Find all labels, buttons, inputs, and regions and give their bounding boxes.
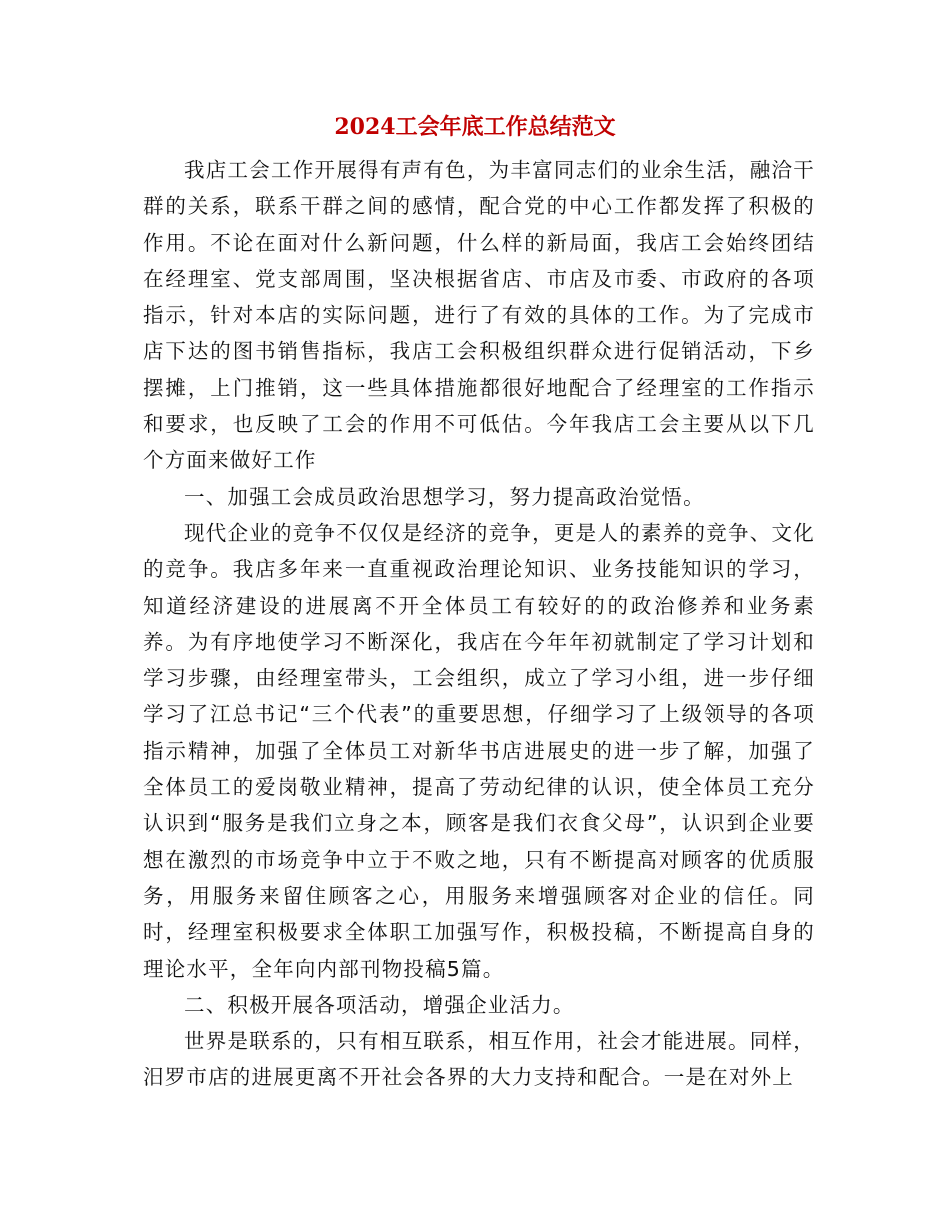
section-heading-1: 一、加强工会成员政治思想学习，努力提高政治觉悟。 bbox=[184, 484, 705, 509]
paragraph-section-1: 现代企业的竞争不仅仅是经济的竞争，更是人的素养的竞争、文化的竞争。我店多年来一直重视政治理论知识、业务技能知识的学习，知道经济建设的进展离不开全体员工有较好的的政治修养和业务素养。为有序地使学习不断深化，我店在今年年初就制定了学习计划和学习步骤，由经理室带头，工会组织，成立了学习小组，进一步仔细学习了江总书记“三个代表”的重要思想，仔细学习了上级领导的各项指示精神，加强了全体员工对新华书店进展史的进一步了解，加强了全体员工的爱岗敬业精神，提高了劳动纪律的认识，使全体员工充分认识到“服务是我们立身之本，顾客是我们衣食父母”，认识到企业要想在激烈的市场竞争中立于不败之地，只有不断提高对顾客的优质服务，用服务来留住顾客之心，用服务来增强顾客对企业的信任。同时，经理室积极要求全体职工加强写作，积极投稿，不断提高自身的理论水平，全年向内部刊物投稿5篇。 bbox=[143, 520, 815, 981]
document-title: 2024工会年底工作总结范文 bbox=[334, 114, 616, 140]
document-body bbox=[143, 152, 815, 1096]
section-heading-2: 二、积极开展各项活动，增强企业活力。 bbox=[184, 992, 575, 1017]
paragraph-section-2: 世界是联系的，只有相互联系，相互作用，社会才能进展。同样，汨罗市店的进展更离不开社会各界的大力支持和配合。一是在对外上 bbox=[143, 1029, 815, 1090]
paragraph-intro: 我店工会工作开展得有声有色，为丰富同志们的业余生活，融洽干群的关系，联系干群之间的感情，配合党的中心工作都发挥了积极的作用。不论在面对什么新问题，什么样的新局面，我店工会始终团结在经理室、党支部周围，坚决根据省店、市店及市委、市政府的各项指示，针对本店的实际问题，进行了有效的具体的工作。为了完成市店下达的图书销售指标，我店工会积极组织群众进行促销活动，下乡摆摊，上门推销，这一些具体措施都很好地配合了经理室的工作指示和要求，也反映了工会的作用不可低估。今年我店工会主要从以下几个方面来做好工作 bbox=[143, 158, 815, 473]
